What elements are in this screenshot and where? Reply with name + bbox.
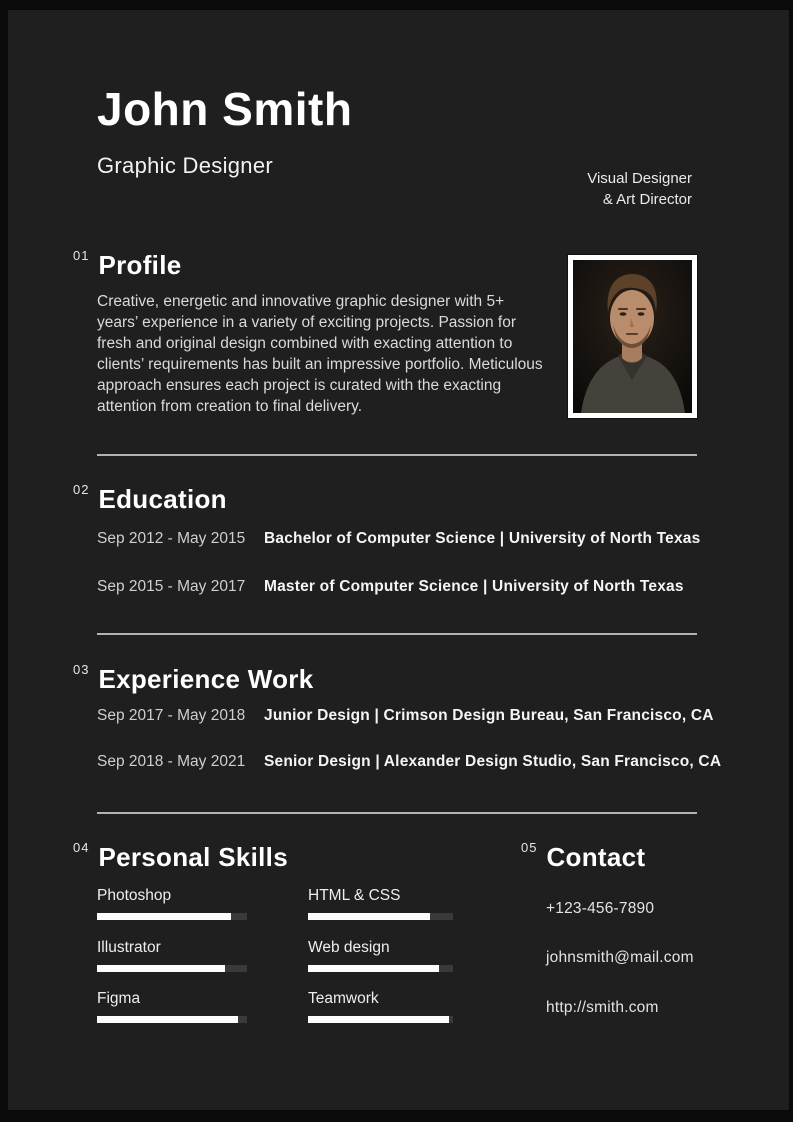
skill-item bbox=[308, 939, 458, 972]
skill-item bbox=[97, 939, 247, 972]
skill-label: Photoshop bbox=[97, 887, 172, 904]
skill-bar bbox=[97, 913, 247, 920]
tagline-line-2: & Art Director bbox=[602, 191, 692, 208]
person-tagline bbox=[587, 168, 692, 210]
skill-label: Figma bbox=[97, 990, 141, 1007]
skill-bar bbox=[308, 1016, 453, 1023]
contact-phone: +123-456-7890 bbox=[546, 900, 655, 917]
skill-item bbox=[308, 990, 458, 1023]
education-degree: Bachelor of Computer Science | University of North Texas bbox=[264, 530, 701, 547]
experience-position: Junior Design | Crimson Design Bureau, San Francisco, CA bbox=[264, 707, 714, 724]
experience-dates: Sep 2017 - May 2018 bbox=[97, 707, 246, 724]
skill-bar-fill bbox=[308, 913, 430, 920]
section-divider bbox=[97, 633, 697, 635]
experience-entry bbox=[97, 707, 714, 725]
skills-section-title: Personal Skills bbox=[98, 842, 288, 872]
skill-bar-fill bbox=[97, 1016, 238, 1023]
education-dates: Sep 2012 - May 2015 bbox=[97, 530, 246, 547]
skill-bar-fill bbox=[97, 965, 225, 972]
education-entry bbox=[97, 530, 701, 548]
profile-section-title: Profile bbox=[98, 250, 182, 280]
skill-bar-fill bbox=[308, 1016, 449, 1023]
profile-section-heading bbox=[73, 248, 181, 281]
skill-bar-fill bbox=[308, 965, 439, 972]
skill-bar bbox=[97, 1016, 247, 1023]
skill-label: HTML & CSS bbox=[308, 887, 401, 904]
education-section-number: 02 bbox=[73, 482, 90, 497]
experience-section-title: Experience Work bbox=[98, 664, 314, 694]
skills-section-number: 04 bbox=[73, 840, 90, 855]
skill-label: Web design bbox=[308, 939, 390, 956]
profile-summary-text: Creative, energetic and innovative graphic designer with 5+ years’ experience in a variety of exciting projects. Passion for fresh and original design combined with exacting attention to clients’ requirements has built an impressive portfolio. Meticulous approach ensures each project is curated with the exacting attention from creation to final delivery. bbox=[97, 293, 543, 415]
skill-bar bbox=[308, 965, 453, 972]
person-job-title: Graphic Designer bbox=[97, 153, 273, 178]
skill-bar bbox=[97, 965, 247, 972]
section-divider bbox=[97, 454, 697, 456]
education-section-heading bbox=[73, 482, 227, 515]
contact-section-heading bbox=[521, 840, 645, 873]
section-divider bbox=[97, 812, 697, 814]
tagline-line-1: Visual Designer bbox=[587, 170, 692, 187]
experience-section-number: 03 bbox=[73, 662, 90, 677]
profile-section-number: 01 bbox=[73, 248, 90, 263]
skill-item bbox=[97, 990, 247, 1023]
skill-item bbox=[308, 887, 458, 920]
contact-section-title: Contact bbox=[546, 842, 646, 872]
education-degree: Master of Computer Science | University of North Texas bbox=[264, 578, 684, 595]
skills-section-heading bbox=[73, 840, 288, 873]
skill-item bbox=[97, 887, 247, 920]
portrait-photo bbox=[568, 255, 697, 418]
education-dates: Sep 2015 - May 2017 bbox=[97, 578, 246, 595]
contact-section-number: 05 bbox=[521, 840, 538, 855]
portrait-photo-image bbox=[573, 260, 692, 413]
person-name: John Smith bbox=[97, 83, 353, 135]
education-entry bbox=[97, 578, 697, 596]
contact-website: http://smith.com bbox=[546, 999, 659, 1016]
resume-canvas bbox=[8, 10, 789, 1110]
experience-section-heading bbox=[73, 662, 313, 695]
experience-position: Senior Design | Alexander Design Studio, San Francisco, CA bbox=[264, 753, 722, 770]
contact-email: johnsmith@mail.com bbox=[546, 949, 694, 966]
experience-entry bbox=[97, 753, 722, 771]
education-section-title: Education bbox=[98, 484, 227, 514]
skill-label: Teamwork bbox=[308, 990, 379, 1007]
skill-bar bbox=[308, 913, 453, 920]
experience-dates: Sep 2018 - May 2021 bbox=[97, 753, 246, 770]
skill-label: Illustrator bbox=[97, 939, 161, 956]
skill-bar-fill bbox=[97, 913, 231, 920]
